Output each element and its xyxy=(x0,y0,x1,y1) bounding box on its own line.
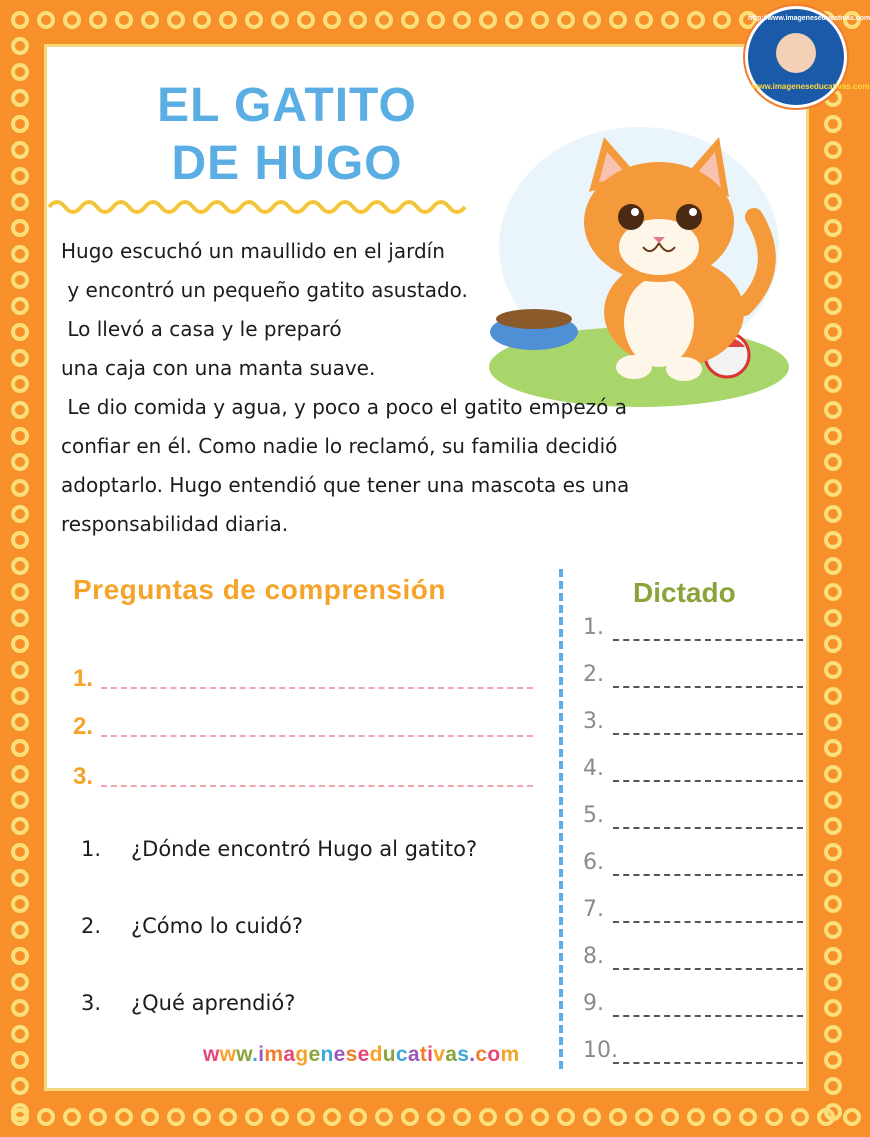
title-line-2: DE HUGO xyxy=(171,137,403,190)
answer-line-1[interactable] xyxy=(73,665,533,695)
dictation-number: 5. xyxy=(583,803,604,828)
dictation-dash xyxy=(613,1062,803,1064)
site-logo xyxy=(745,6,870,108)
dictation-dash xyxy=(613,874,803,876)
dictation-number: 8. xyxy=(583,944,604,969)
story-text xyxy=(61,232,751,544)
question-text: ¿Dónde encontró Hugo al gatito? xyxy=(131,837,478,861)
dictation-dash xyxy=(613,733,803,735)
story-line: y encontró un pequeño gatito asustado. xyxy=(61,278,468,302)
dictation-dash xyxy=(613,968,803,970)
dictation-number: 9. xyxy=(583,991,604,1016)
dictation-dash xyxy=(613,780,803,782)
worksheet-page xyxy=(44,44,809,1091)
dictation-dash xyxy=(613,827,803,829)
answer-line-3[interactable] xyxy=(73,763,533,793)
story-line: Le dio comida y agua, y poco a poco el gatito empezó a xyxy=(61,395,628,419)
story-line: adoptarlo. Hugo entendió que tener una mascota es una xyxy=(61,473,630,497)
story-line: Lo llevó a casa y le preparó xyxy=(61,317,342,341)
dictation-row[interactable] xyxy=(583,803,803,835)
dictation-dash xyxy=(613,686,803,688)
question-number: 2. xyxy=(81,914,102,938)
dictation-number: 7. xyxy=(583,897,604,922)
title-line-1: EL GATITO xyxy=(157,79,417,132)
dictation-number: 4. xyxy=(583,756,604,781)
dictation-title: Dictado xyxy=(633,577,736,608)
dictation-row[interactable] xyxy=(583,944,803,976)
answer-dash xyxy=(101,785,533,787)
answer-dash xyxy=(101,687,533,689)
logo-brand-text: www.imageneseducativas.com xyxy=(752,82,870,91)
dictation-row[interactable] xyxy=(583,1038,803,1070)
dictation-row[interactable] xyxy=(583,615,803,647)
logo-url-text: http://www.imageneseducativas.com xyxy=(748,15,870,22)
title-underline-wave xyxy=(49,197,479,217)
dictation-row[interactable] xyxy=(583,897,803,929)
dictation-dash xyxy=(613,1015,803,1017)
dictation-row[interactable] xyxy=(583,709,803,741)
answer-line-2[interactable] xyxy=(73,713,533,743)
answer-number: 2. xyxy=(73,713,94,740)
comprehension-title: Preguntas de comprensión xyxy=(73,574,446,605)
answer-number: 1. xyxy=(73,665,94,692)
dictation-number: 10. xyxy=(583,1038,618,1063)
story-line: una caja con una manta suave. xyxy=(61,356,376,380)
story-line: Hugo escuchó un maullido en el jardín xyxy=(61,239,445,263)
dictation-dash xyxy=(613,639,803,641)
dictation-row[interactable] xyxy=(583,850,803,882)
question-number: 3. xyxy=(81,991,102,1015)
dictation-number: 2. xyxy=(583,662,604,687)
dictation-row[interactable] xyxy=(583,662,803,694)
dictation-dash xyxy=(613,921,803,923)
story-line: confiar en él. Como nadie lo reclamó, su familia decidió xyxy=(61,434,618,458)
dictation-number: 6. xyxy=(583,850,604,875)
website-footer: www.imageneseducativas.com xyxy=(203,1043,520,1066)
question-text: ¿Cómo lo cuidó? xyxy=(131,914,304,938)
question-number: 1. xyxy=(81,837,102,861)
dictation-number: 3. xyxy=(583,709,604,734)
answer-number: 3. xyxy=(73,763,94,790)
story-line: responsabilidad diaria. xyxy=(61,512,289,536)
answer-dash xyxy=(101,735,533,737)
dictation-row[interactable] xyxy=(583,991,803,1023)
column-divider xyxy=(559,569,563,1069)
mascot-icon xyxy=(776,33,816,73)
page-title xyxy=(147,77,427,193)
question-text: ¿Qué aprendió? xyxy=(131,991,296,1015)
dictation-number: 1. xyxy=(583,615,604,640)
dictation-row[interactable] xyxy=(583,756,803,788)
